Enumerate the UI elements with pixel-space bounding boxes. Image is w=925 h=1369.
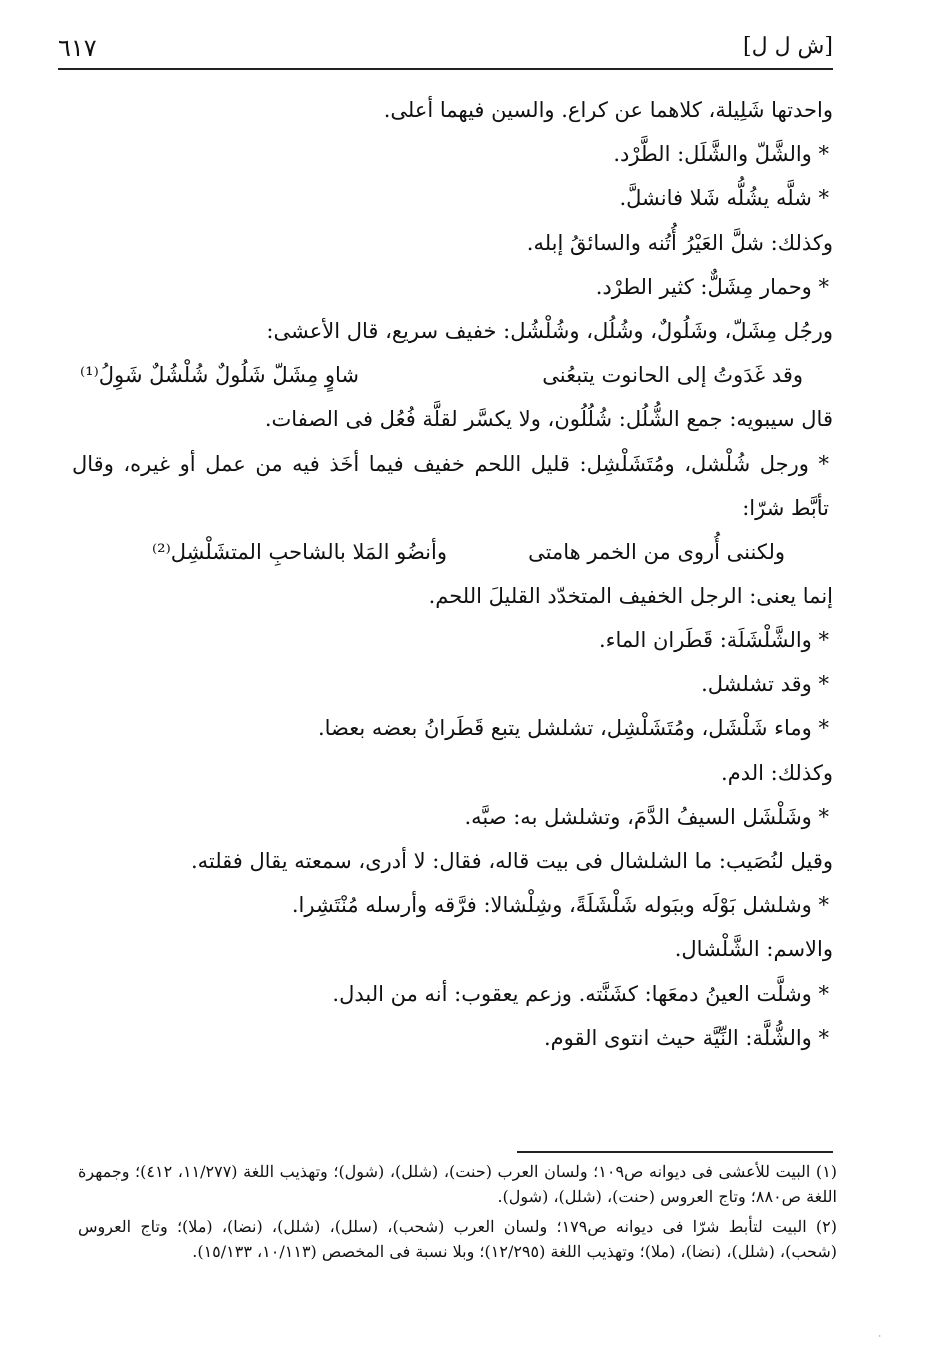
text-line: ورجُل مِشَلّ، وشَلُولٌ، وشُلُل، وشُلْشُل: خفيف سريع، قال الأعشى:	[266, 319, 833, 344]
text-line: وكذلك: شلَّ العَيْرُ أُتُنه والسائقُ إبله.	[526, 230, 833, 255]
verse-first-hemistich: وقد غَدَوتُ إلى الحانوت يتبعُنى	[542, 363, 803, 388]
text-paragraph: * ورجل شُلْشل، ومُتَشَلْشِل: قليل اللحم خفيف فيما أخَذ فيه من عمل أو غيره، وقال تأبَّط شرّا:	[72, 451, 829, 520]
text-line: * وحمار مِشَلٌّ: كثير الطرْد.	[595, 274, 829, 299]
text-line: إنما يعنى: الرجل الخفيف المتخدّد القليلَ اللحم.	[428, 583, 833, 608]
text-line: * وشلشل بَوْلَه وببَوله شَلْشَلَةً، وشِلْشالا: فرَّقه وأرسله مُنْتَشِرا.	[291, 893, 829, 918]
text-line: قال سيبويه: جمع الشُّلُل: شُلُلُون، ولا يكسَّر لقلَّة فُعُل فى الصفات.	[264, 407, 833, 432]
text-line: * وقد تشلشل.	[701, 672, 829, 697]
footnote: (١) البيت للأعشى فى ديوانه ص١٠٩؛ ولسان العرب (حنت)، (شلل)، (شول)؛ وتهذيب اللغة (١١/٢٧٧، ٤١٢)؛ وجمهرة اللغة ص٨٨٠؛ وتاج العروس (حنت)، (شلل)، (شول).	[78, 1162, 838, 1206]
text-line: * والشَّلْشَلَة: قَطَران الماء.	[598, 628, 829, 653]
page-number: ٦١٧	[58, 34, 97, 62]
main-text	[72, 88, 833, 1060]
header-root-title: [ش ل ل]	[743, 34, 833, 59]
text-line: * والشُّلَّة: النِّيَّة حيث انتوى القوم.	[543, 1025, 829, 1050]
poetry-verse	[72, 353, 833, 397]
text-line: وقيل لنُصَيب: ما الشلشال فى بيت قاله، فقال: لا أدرى، سمعته يقال فقلته.	[190, 849, 833, 874]
scan-dot: ·	[878, 1332, 881, 1341]
text-line: * وماء شَلْشَل، ومُتَشَلْشِل، تشلشل يتبع قَطَرانُ بعضه بعضا.	[317, 716, 829, 741]
running-header	[58, 32, 833, 70]
poetry-verse	[72, 530, 833, 574]
footnote: (٢) البيت لتأبط شرّا فى ديوانه ص١٧٩؛ ولسان العرب (شحب)، (سلل)، (شلل)، (نضا)، (ملا)؛ وتاج العروس (شحب)، (شلل)، (نضا)، (ملا)؛ وتهذيب اللغة (١٢/٢٩٥)؛ وبلا نسبة فى المخصص (١٠/١١٣، ١٥/١٣٣).	[78, 1217, 837, 1261]
text-line: * شلَّه يشُلُّه شَلا فانشلَّ.	[619, 186, 829, 211]
verse-second-hemistich: وأنضُو المَلا بالشاحبِ المتشَلْشِل⁽²⁾	[152, 539, 447, 564]
footnotes	[78, 1160, 837, 1270]
text-line: واحدتها شَلِيلة، كلاهما عن كراع. والسين فيهما أعلى.	[383, 98, 833, 122]
text-line: * والشَّلّ والشَّلَل: الطَّرْد.	[613, 142, 829, 167]
verse-second-hemistich: شاوٍ مِشَلّ شَلُولٌ شُلْشُلٌ شَوِلُ⁽¹⁾	[80, 363, 360, 388]
text-line: وكذلك: الدم.	[721, 760, 833, 785]
verse-first-hemistich: ولكننى أُروى من الخمر هامتى	[528, 539, 785, 564]
text-line: * وشلَّت العينُ دمعَها: كشَنَّته. وزعم يعقوب: أنه من البدل.	[332, 981, 829, 1006]
text-line: والاسم: الشَّلْشال.	[674, 937, 833, 962]
text-line: * وشَلْشَل السيفُ الدَّمَ، وتشلشل به: صبَّه.	[464, 804, 829, 829]
footnote-divider	[517, 1151, 833, 1153]
